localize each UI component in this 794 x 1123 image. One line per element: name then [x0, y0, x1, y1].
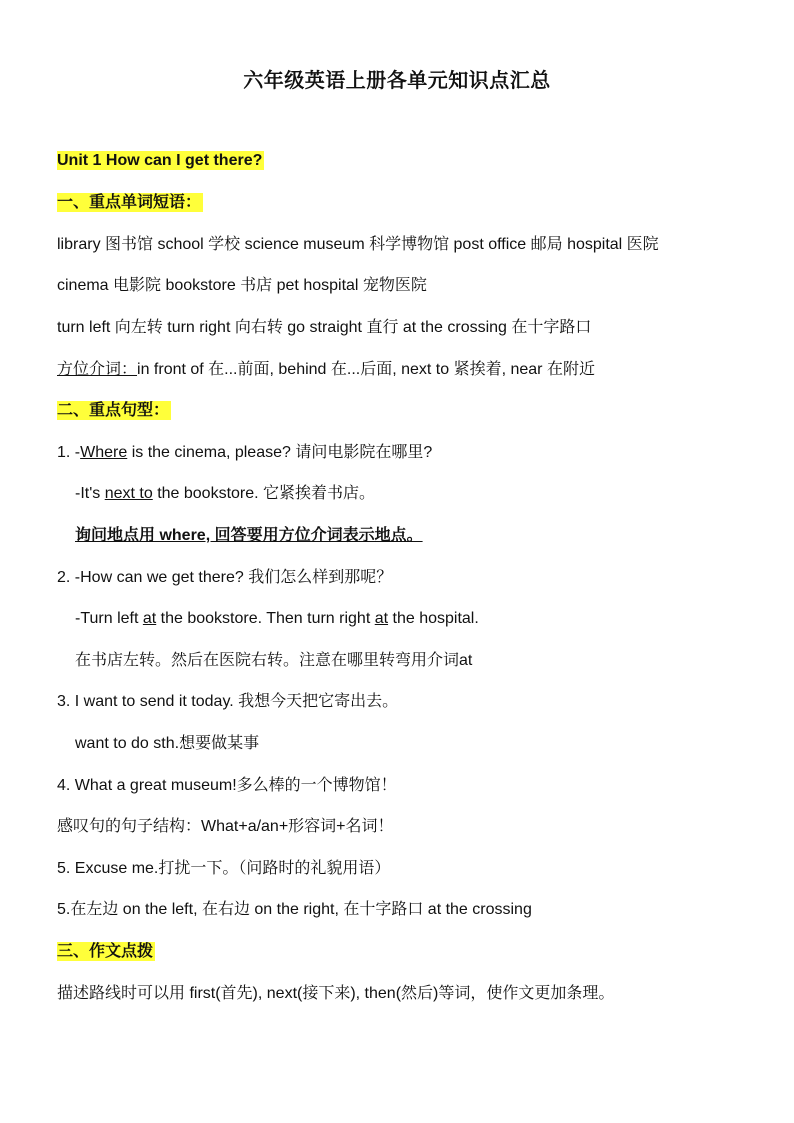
unit-heading-text: Unit 1 How can I get there?	[57, 152, 263, 169]
underlined-word: at	[374, 610, 389, 627]
writing-heading-text: 三、作文点拨	[57, 943, 154, 960]
underlined-word: next to	[104, 485, 153, 502]
sentence-4-note: 感叹句的句子结构：What+a/an+形容词+名词！	[57, 818, 394, 835]
unit-heading	[57, 150, 264, 172]
sentence-text: 1. -	[57, 444, 81, 461]
sentence-text: the bookstore. Then turn right	[156, 610, 375, 627]
prepositions-line	[57, 359, 595, 381]
sentence-1-answer	[75, 483, 375, 505]
vocab-line-2: cinema 电影院 bookstore 书店 pet hospital 宠物医院	[57, 277, 427, 294]
sentence-3: 3. I want to send it today. 我想今天把它寄出去。	[57, 693, 399, 710]
sentence-text: the hospital.	[388, 610, 479, 627]
sentence-2-question: 2. -How can we get there? 我们怎么样到那呢？	[57, 569, 393, 586]
sentence-text: is the cinema, please? 请问电影院在哪里?	[127, 444, 433, 461]
page-title: 六年级英语上册各单元知识点汇总	[243, 70, 551, 92]
writing-tip: 描述路线时可以用 first(首先), next(接下来), then(然后)等词，使作文更加条理。	[57, 985, 615, 1002]
sentence-text: -It's	[75, 485, 105, 502]
sentences-heading-text: 二、重点句型：	[57, 402, 170, 419]
underlined-word: Where	[80, 444, 128, 461]
sentences-heading	[57, 400, 171, 422]
vocab-heading	[57, 192, 203, 214]
writing-heading	[57, 941, 155, 963]
sentence-text: the bookstore. 它紧挨着书店。	[152, 485, 376, 502]
sentence-5: 5. Excuse me.打扰一下。（问路时的礼貌用语）	[57, 860, 391, 877]
sentence-1-note: 询问地点用 where, 回答要用方位介词表示地点。	[75, 527, 423, 544]
vocab-line-3: turn left 向左转 turn right 向右转 go straight 直行 at the crossing 在十字路口	[57, 319, 592, 336]
sentence-3-note: want to do sth.想要做某事	[75, 735, 260, 752]
sentence-text: -Turn left	[75, 610, 143, 627]
vocab-heading-text: 一、重点单词短语：	[57, 194, 202, 211]
sentence-4: 4. What a great museum!多么棒的一个博物馆！	[57, 777, 397, 794]
sentence-2-answer	[75, 608, 479, 630]
sentence-2-note: 在书店左转。然后在医院右转。注意在哪里转弯用介词at	[75, 652, 473, 669]
sentence-6: 5.在左边 on the left, 在右边 on the right, 在十字路口 at the crossing	[57, 901, 532, 918]
prepositions-label: 方位介词：	[57, 361, 138, 378]
sentence-1-question	[57, 442, 432, 464]
prepositions-text: in front of 在...前面, behind 在...后面, next to 紧挨着, near 在附近	[137, 361, 595, 378]
underlined-word: at	[142, 610, 157, 627]
vocab-line-1: library 图书馆 school 学校 science museum 科学博物馆 post office 邮局 hospital 医院	[57, 236, 659, 253]
